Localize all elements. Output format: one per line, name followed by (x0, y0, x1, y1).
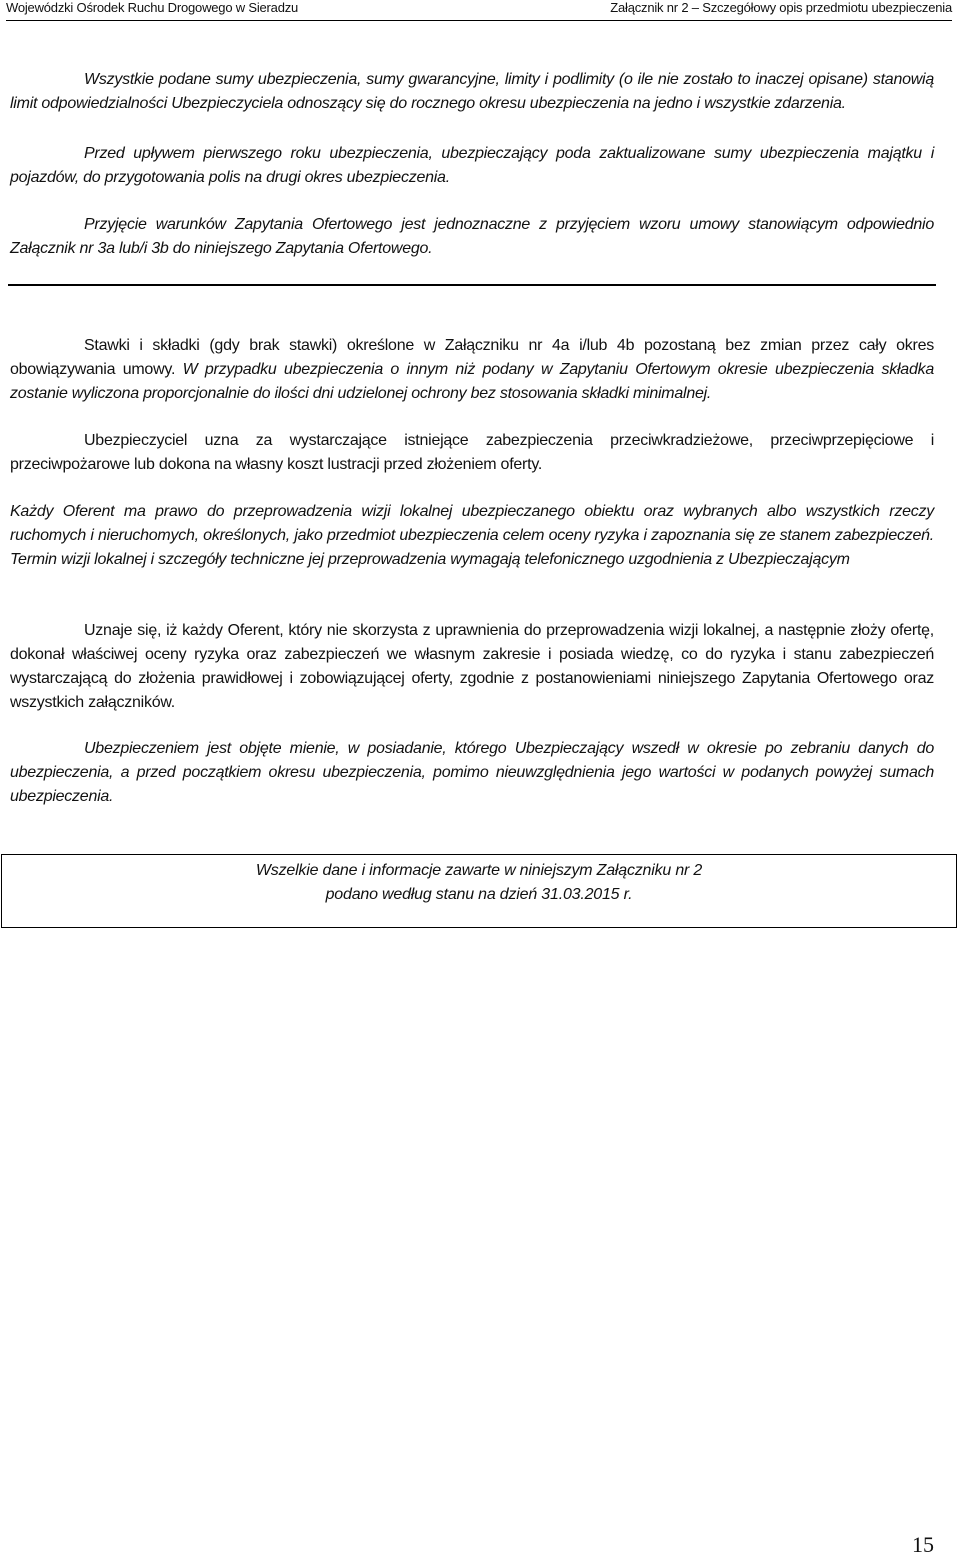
paragraph-risk-assessment: Uznaje się, iż każdy Oferent, który nie skorzysta z uprawnienia do przeprowadzenia wizji lokalnej, a następnie złoży ofertę, dokonał właściwej oceny ryzyka oraz zabezpieczeń we własnym zakresie i posiada wiedzę, co do ryzyka i stanu zabezpieczeń wystarczającą do złożenia prawidłowej i zobowiązującej oferty, zgodnie z postanowieniami niniejszego Zapytania Ofertowego oraz wszystkich załączników. (10, 622, 934, 711)
paragraph-site-inspection: Każdy Oferent ma prawo do przeprowadzenia wizji lokalnej ubezpieczanego obiektu oraz wybranych albo wszystkich rzeczy ruchomych i nieruchomych, określonych, jako przedmiot ubezpieczenia celem oceny ryzyka i zapoznania się ze stanem zabezpieczeń. Termin wizji lokalnej i szczegóły techniczne jej przeprowadzenia wymagają telefonicznego uzgodnienia z Ubezpieczającym (10, 503, 934, 568)
paragraph-rates: Stawki i składki (gdy brak stawki) określone w Załączniku nr 4a i/lub 4b pozostaną bez zmian przez cały okres obowiązywania umowy. W przypadku ubezpieczenia o innym niż podany w Zapytaniu Ofertowym okresie ubezpieczenia składka zostanie wyliczona proporcjonalnie do ilości dni udzielonej ochrony bez stosowania składki minimalnej. (10, 337, 935, 402)
data-validity-notice (1, 854, 957, 928)
page-number: 15 (912, 1532, 934, 1557)
notice-line-2: podano według stanu na dzień 31.03.2015 r. (325, 886, 633, 903)
paragraph-limits: Wszystkie podane sumy ubezpieczenia, sumy gwarancyjne, limity i podlimity (o ile nie zostało to inaczej opisane) stanowią limit odpowiedzialności Ubezpieczyciela odnoszący się do rocznego okresu ubezpieczenia na jedno i wszystkie zdarzenia. (10, 71, 934, 112)
notice-line-1: Wszelkie dane i informacje zawarte w niniejszym Załączniku nr 2 (255, 862, 703, 879)
page-header (6, 0, 952, 21)
header-institution: Wojewódzki Ośrodek Ruchu Drogowego w Sieradzu (6, 0, 299, 15)
paragraph-acceptance: Przyjęcie warunków Zapytania Ofertowego jest jednoznaczne z przyjęciem wzoru umowy stanowiącym odpowiednio Załącznik nr 3a lub/i 3b do niniejszego Zapytania Ofertowego. (10, 216, 934, 257)
section-divider (8, 284, 936, 286)
header-document-title: Załącznik nr 2 – Szczegółowy opis przedmiotu ubezpieczenia (610, 0, 952, 15)
paragraph-security: Ubezpieczyciel uzna za wystarczające istniejące zabezpieczenia przeciwkradzieżowe, przeciwprzepięciowe i przeciwpożarowe lub dokona na własny koszt lustracji przed złożeniem oferty. (10, 432, 934, 473)
paragraph-update-sums: Przed upływem pierwszego roku ubezpieczenia, ubezpieczający poda zaktualizowane sumy ubezpieczenia majątku i pojazdów, do przygotowania polis na drugi okres ubezpieczenia. (10, 145, 934, 186)
paragraph-acquired-property: Ubezpieczeniem jest objęte mienie, w posiadanie, którego Ubezpieczający wszedł w okresie po zebraniu danych do ubezpieczenia, a przed początkiem okresu ubezpieczenia, pomimo nieuwzględnienia jego wartości w podanych powyżej sumach ubezpieczenia. (10, 740, 934, 805)
